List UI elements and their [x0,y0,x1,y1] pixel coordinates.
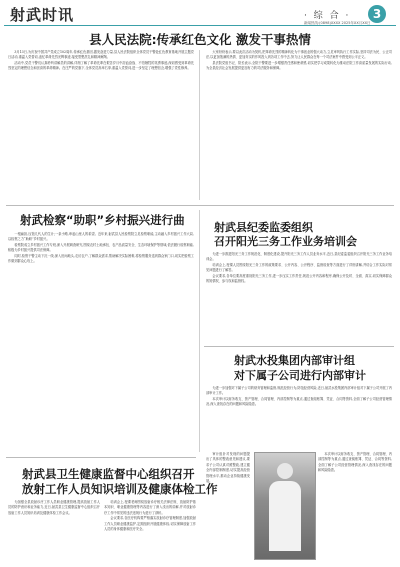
section-divider [204,346,394,347]
health-article-headline-line2: 放射工作人员知识培训及健康体检工作 [22,482,218,496]
section-divider [6,205,394,206]
column-divider [199,210,200,452]
person-body-shape [269,481,301,551]
court-article-paragraph: 活动中,党员干警们认真聆听讲解员的讲解,详细了解了革命先辈在艰苦岁月中浴血奋战、不怕牺牲的英勇事迹,深切感受到革命先烈坚定的理想信念和崇高的革命精神。在庄严的党旗下,全体党员高举右拳,重温入党誓词,进一步坚定了理想信念,增强了党性修养。 [8,60,194,71]
audit-article-body-right-narrow [318,452,392,558]
audit-article-paragraph: 为进一步加强对下属子公司的财务管理和监督,规范经营行为,防范经营风险,近日,射武水投集团内部审计组对下属子公司开展了内部审计工作。 [206,386,392,396]
court-article-paragraph: 县法院党组书记、院长表示,全院干警要进一步增强责任感和使命感,切实把学习成果转化为推动法院工作高质量发展的实际行动,为全县经济社会发展提供更加有力的司法服务和保障。 [206,60,392,71]
person-figure [267,463,303,553]
audit-article-paragraph: 审计组针对发现的问题提出了具体的整改意见和建议,要求子公司认真对照整改,建立健全内部控制制度,切实提高经营管理水平,推动企业持续健康发展。 [206,452,250,484]
health-article-paragraph: 为加强全县放射诊疗工作人员职业健康管理,提高放射工作人员的防护意识和业务能力,近日,射武县卫生健康监督中心组织召开放射工作人员知识培训及健康体检工作会议。 [8,500,100,515]
discipline-article-headline-line1: 射武县纪委监委组织 [214,221,313,234]
procuratorate-article-paragraph: 检察院成立乡村振兴工作专班,深入开展调查研究,围绕农村土地承包、农产品质量安全、生态环境保护等领域,依法履行检察职能,积极为乡村振兴提供司法保障。 [8,242,194,253]
court-article-body-right [206,50,392,200]
court-article-body-left [8,50,194,200]
discipline-article-headline-line2: 召开阳光三务工作业务培训会 [214,235,357,248]
health-article-paragraph: 培训会上,授课老师围绕放射诊疗相关法律法规、放射防护基本知识、职业健康管理等内容进行了深入浅出的讲解,并对放射诊疗工作中常见的违法违规行为进行了剖析。 [104,500,196,515]
audit-article-headline-line2: 对下属子公司进行内部审计 [234,369,366,382]
procuratorate-article-paragraph: 一根扁担,压饱几代人的生计;一条小路,串起山里人的希望。近年来,射武县人民检察院立足检察职能,主动融入乡村振兴工作大局,以检察之力“助职”乡村振兴。 [8,232,194,242]
page-number-badge: 3 [368,5,386,23]
discipline-article-paragraph: 培训会上,授课人员围绕阳光三务工作的政策要求、公开内容、公开程序、监督检查等方面进行了详细讲解,并结合工作实际对常见问题进行了解答。 [206,262,392,273]
section-divider [6,457,196,458]
person-head-shape [277,463,293,479]
column-divider [199,50,200,200]
court-article-paragraph: 大家纷纷表示,要以此次活动为契机,把革命先烈的精神转化为干事创业的强大动力,立足审判执行工作实际,坚持司法为民、公正司法,以更加饱满的热情、更加务实的作风投入到各项工作中去,努力让人民群众在每一个司法案件中感受到公平正义。 [206,50,392,60]
health-article-body-right [104,500,196,562]
audit-article-body-left-narrow [206,452,250,558]
audit-article-paragraph: 本次审计以财务收支、资产管理、合同管理、内部控制等为重点,通过查阅账簿、凭证、合同等资料,全面了解子公司经营管理情况,深入查找存在的问题和风险隐患。 [318,452,392,473]
procuratorate-article-headline: 射武检察“助职”乡村振兴进行曲 [20,213,185,227]
procuratorate-article-body [8,232,194,450]
health-article-paragraph: 会议要求,各医疗机构要严格落实放射诊疗管理制度,加强放射工作人员职业健康监护,定期组织开展健康体检,切实保障放射工作人员的身体健康和医疗安全。 [104,516,196,532]
audit-article-paragraph: 本次审计以财务收支、资产管理、合同管理、内部控制等为重点,通过查阅账簿、凭证、合同等资料,全面了解子公司经营管理情况,深入查找存在的问题和风险隐患。 [206,396,392,407]
court-article-headline: 县人民法院:传承红色文化 激发干事热情 [89,32,311,47]
masthead [4,3,396,25]
section-label: · 综 合 · [304,11,351,21]
newspaper-logo: 射武时讯 [10,6,75,24]
health-article-body-left [8,500,100,562]
audit-article-headline-line1: 射武水投集团内部审计组 [234,354,355,367]
health-article-headline-line1: 射武县卫生健康监督中心组织召开 [22,467,195,481]
discipline-article-paragraph: 会议要求,各单位要高度重视阳光三务工作,进一步压实工作责任,规范公开内容和程序,确保公开及时、全面、真实,切实保障群众的知情权、参与权和监督权。 [206,273,392,284]
discipline-article-body [206,252,392,342]
audit-article-body-top [206,386,392,448]
masthead-rule [4,25,396,26]
procuratorate-article-paragraph: 同时,检察干警主动下沉一线,深入田间地头,走访农户,了解群众需求,帮助解决实际困难,将检察服务送到群众家门口,切实把检察工作做到群众心坎上。 [8,253,194,264]
audit-article-photo [254,452,316,560]
court-article-paragraph: 3月13日,为庆祝中国共产党成立102周年,传承红色基因,激发奋进力量,县人民法院组织全体党员干警赴红色教育基地开展主题党日活动,重温入党誓词,追忆革命先烈光辉事迹,接受思想洗礼和精神熏陶。 [8,50,194,60]
discipline-article-paragraph: 为进一步推进阳光三务工作规范化、制度化建设,提升阳光三务工作人员业务水平,近日,县纪委监委组织召开阳光三务工作业务培训会。 [206,252,392,262]
issue-date-line: 新闻热线:(0898)XXXX 2025年XX月XX日 [304,21,371,25]
